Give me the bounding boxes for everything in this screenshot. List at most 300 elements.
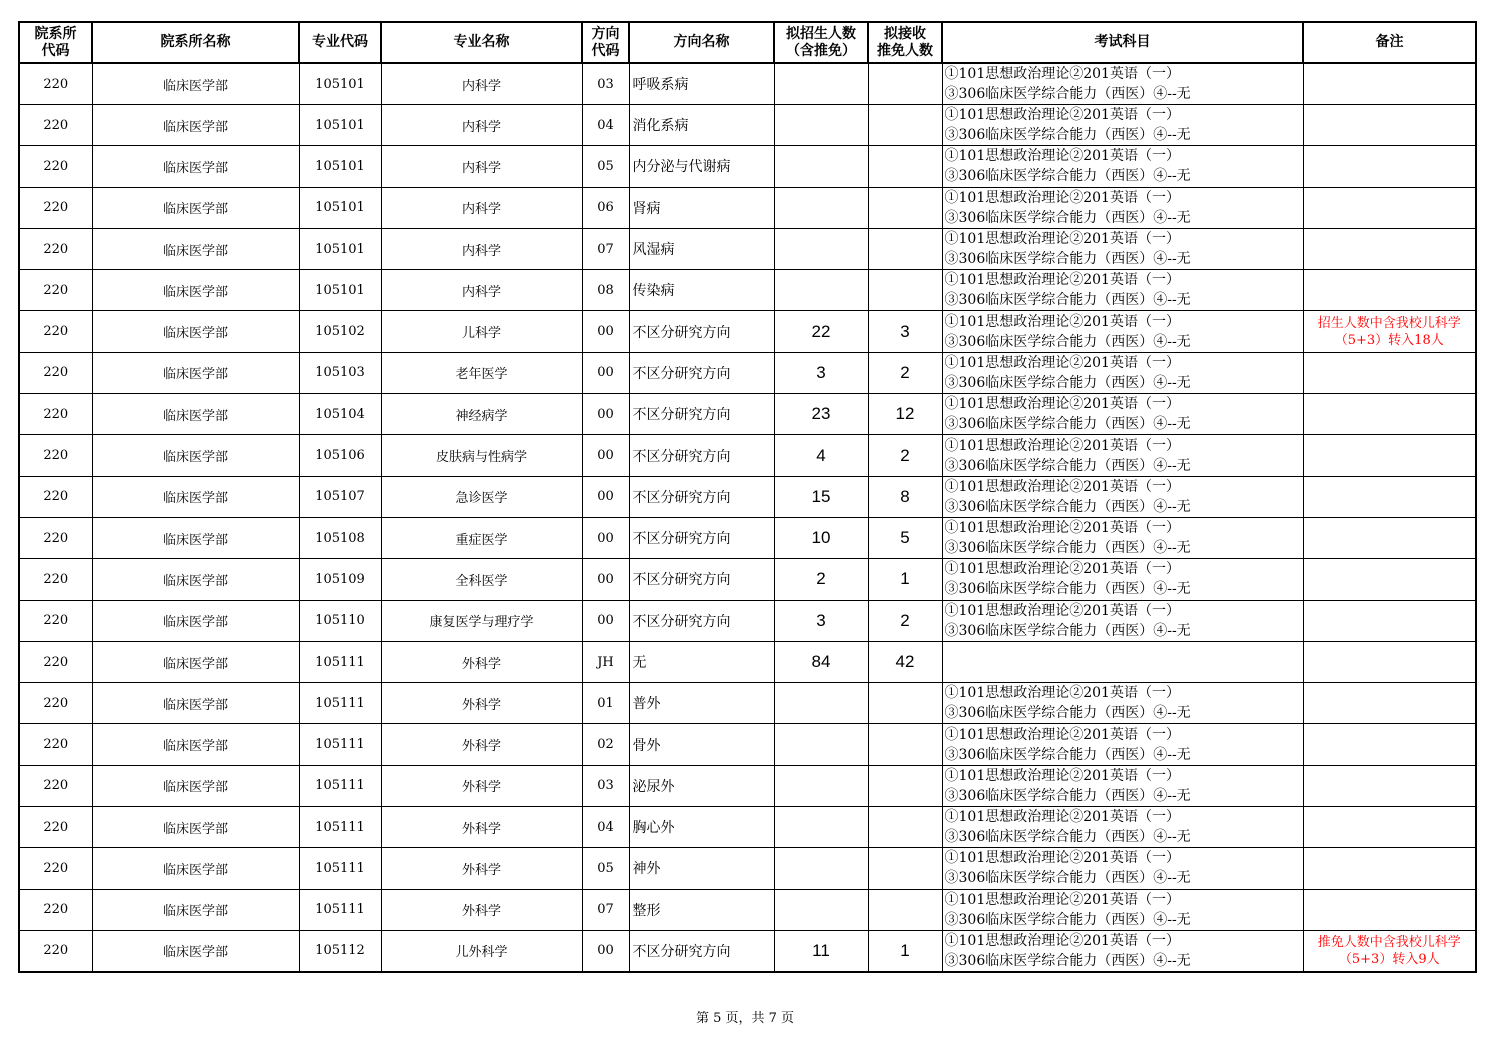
enroll-count-cell: 3 — [774, 352, 868, 393]
exam-subjects-line-2: ③306临床医学综合能力（西医）④--无 — [944, 705, 1191, 722]
table-row — [19, 683, 1476, 724]
major-name-cell: 内科学 — [381, 270, 582, 311]
table-row — [19, 848, 1476, 889]
table-row — [19, 228, 1476, 269]
major-name-cell: 儿科学 — [381, 311, 582, 352]
direction-name-cell: 不区分研究方向 — [629, 394, 774, 435]
dept-code-cell: 220 — [19, 476, 92, 517]
exempt-count-cell — [868, 889, 942, 930]
direction-name-cell: 无 — [629, 641, 774, 682]
exam-subjects-line-2: ③306临床医学综合能力（西医）④--无 — [944, 746, 1191, 763]
direction-code-cell: 00 — [582, 930, 629, 972]
table-row — [19, 476, 1476, 517]
exam-subjects-line-1: ①101思想政治理论②201英语（一） — [944, 561, 1180, 578]
major-name-cell: 外科学 — [381, 848, 582, 889]
remarks-cell — [1303, 600, 1476, 641]
dept-name-cell: 临床医学部 — [92, 228, 299, 269]
remarks-cell — [1303, 517, 1476, 558]
direction-name-cell: 不区分研究方向 — [629, 930, 774, 972]
major-code-cell: 105101 — [299, 270, 381, 311]
exam-subjects-line-2: ③306临床医学综合能力（西医）④--无 — [944, 829, 1191, 846]
enroll-count-cell: 15 — [774, 476, 868, 517]
dept-code-cell: 220 — [19, 270, 92, 311]
exam-subjects-cell — [942, 641, 1303, 682]
exam-subjects-cell — [942, 270, 1303, 311]
exam-subjects-line-2: ③306临床医学综合能力（西医）④--无 — [944, 622, 1191, 639]
direction-name-cell: 内分泌与代谢病 — [629, 146, 774, 187]
exempt-count-cell: 3 — [868, 311, 942, 352]
direction-code-cell: JH — [582, 641, 629, 682]
direction-code-cell: 02 — [582, 724, 629, 765]
exam-subjects-line-1: ①101思想政治理论②201英语（一） — [944, 850, 1180, 867]
exam-subjects-line-1: ①101思想政治理论②201英语（一） — [944, 478, 1180, 495]
remarks-line-1: 推免人数中含我校儿科学 — [1317, 934, 1461, 950]
exam-subjects-line-2: ③306临床医学综合能力（西医）④--无 — [944, 209, 1191, 226]
dept-name-cell: 临床医学部 — [92, 311, 299, 352]
major-name-cell: 外科学 — [381, 889, 582, 930]
remarks-cell — [1303, 930, 1476, 972]
exam-subjects-line-2: ③306临床医学综合能力（西医）④--无 — [944, 416, 1191, 433]
exam-subjects-cell — [942, 146, 1303, 187]
remarks-cell — [1303, 63, 1476, 105]
exam-subjects-cell — [942, 683, 1303, 724]
dept-name-cell: 临床医学部 — [92, 105, 299, 146]
exempt-count-cell: 8 — [868, 476, 942, 517]
header-remarks: 备注 — [1303, 22, 1476, 63]
exempt-count-cell — [868, 807, 942, 848]
major-name-cell: 外科学 — [381, 724, 582, 765]
remarks-cell — [1303, 187, 1476, 228]
exam-subjects-line-1: ①101思想政治理论②201英语（一） — [944, 726, 1180, 743]
major-code-cell: 105101 — [299, 63, 381, 105]
exempt-count-cell: 1 — [868, 559, 942, 600]
direction-name-cell: 胸心外 — [629, 807, 774, 848]
table-row — [19, 63, 1476, 105]
table-row — [19, 724, 1476, 765]
exempt-count-cell — [868, 683, 942, 724]
exam-subjects-cell — [942, 435, 1303, 476]
table-row — [19, 517, 1476, 558]
direction-name-cell: 不区分研究方向 — [629, 600, 774, 641]
dept-name-cell: 临床医学部 — [92, 600, 299, 641]
table-row — [19, 600, 1476, 641]
table-row — [19, 146, 1476, 187]
dept-code-cell: 220 — [19, 63, 92, 105]
enroll-count-cell: 3 — [774, 600, 868, 641]
major-code-cell: 105104 — [299, 394, 381, 435]
exam-subjects-line-1: ①101思想政治理论②201英语（一） — [944, 396, 1180, 413]
major-name-cell: 皮肤病与性病学 — [381, 435, 582, 476]
dept-name-cell: 临床医学部 — [92, 146, 299, 187]
exam-subjects-line-1: ①101思想政治理论②201英语（一） — [944, 107, 1180, 124]
major-code-cell: 105111 — [299, 848, 381, 889]
major-name-cell: 外科学 — [381, 765, 582, 806]
header-major-code: 专业代码 — [299, 22, 381, 63]
enroll-count-cell: 22 — [774, 311, 868, 352]
dept-name-cell: 临床医学部 — [92, 889, 299, 930]
major-code-cell: 105110 — [299, 600, 381, 641]
exam-subjects-line-2: ③306临床医学综合能力（西医）④--无 — [944, 540, 1191, 557]
major-code-cell: 105108 — [299, 517, 381, 558]
direction-name-cell: 泌尿外 — [629, 765, 774, 806]
enroll-count-cell — [774, 105, 868, 146]
exempt-count-cell: 1 — [868, 930, 942, 972]
direction-name-cell: 不区分研究方向 — [629, 559, 774, 600]
table-row — [19, 270, 1476, 311]
direction-name-cell: 肾病 — [629, 187, 774, 228]
exam-subjects-cell — [942, 517, 1303, 558]
exempt-count-cell — [868, 765, 942, 806]
table-row — [19, 765, 1476, 806]
direction-name-cell: 呼吸系病 — [629, 63, 774, 105]
exam-subjects-line-1: ①101思想政治理论②201英语（一） — [944, 602, 1180, 619]
dept-name-cell: 临床医学部 — [92, 394, 299, 435]
direction-name-cell: 神外 — [629, 848, 774, 889]
page-number-footer: 第 5 页，共 7 页 — [695, 1011, 795, 1026]
exam-subjects-cell — [942, 311, 1303, 352]
exam-subjects-cell — [942, 394, 1303, 435]
major-name-cell: 内科学 — [381, 146, 582, 187]
direction-code-cell: 00 — [582, 559, 629, 600]
major-name-cell: 全科医学 — [381, 559, 582, 600]
direction-name-cell: 不区分研究方向 — [629, 311, 774, 352]
table-body — [19, 63, 1476, 972]
dept-name-cell: 临床医学部 — [92, 683, 299, 724]
remarks-cell — [1303, 146, 1476, 187]
remarks-cell — [1303, 889, 1476, 930]
exam-subjects-cell — [942, 807, 1303, 848]
remarks-cell — [1303, 435, 1476, 476]
dept-name-cell: 临床医学部 — [92, 63, 299, 105]
enroll-count-cell — [774, 807, 868, 848]
dept-code-cell: 220 — [19, 600, 92, 641]
exam-subjects-line-1: ①101思想政治理论②201英语（一） — [944, 354, 1180, 371]
exempt-count-cell — [868, 724, 942, 765]
direction-code-cell: 08 — [582, 270, 629, 311]
exam-subjects-line-2: ③306临床医学综合能力（西医）④--无 — [944, 498, 1191, 515]
major-code-cell: 105101 — [299, 187, 381, 228]
enroll-count-cell — [774, 848, 868, 889]
exam-subjects-cell — [942, 559, 1303, 600]
exam-subjects-cell — [942, 600, 1303, 641]
direction-code-cell: 07 — [582, 889, 629, 930]
exam-subjects-line-1: ①101思想政治理论②201英语（一） — [944, 148, 1180, 165]
exempt-count-cell: 5 — [868, 517, 942, 558]
major-code-cell: 105101 — [299, 105, 381, 146]
exempt-count-cell — [868, 63, 942, 105]
major-code-cell: 105111 — [299, 683, 381, 724]
exam-subjects-line-2: ③306临床医学综合能力（西医）④--无 — [944, 292, 1191, 309]
enroll-count-cell: 11 — [774, 930, 868, 972]
table-row — [19, 394, 1476, 435]
direction-code-cell: 06 — [582, 187, 629, 228]
direction-code-cell: 03 — [582, 63, 629, 105]
exempt-count-cell — [868, 146, 942, 187]
enroll-count-cell — [774, 683, 868, 724]
major-code-cell: 105111 — [299, 889, 381, 930]
dept-code-cell: 220 — [19, 930, 92, 972]
exam-subjects-line-1: ①101思想政治理论②201英语（一） — [944, 809, 1180, 826]
exam-subjects-line-2: ③306临床医学综合能力（西医）④--无 — [944, 333, 1191, 350]
direction-name-cell: 风湿病 — [629, 228, 774, 269]
dept-code-cell: 220 — [19, 765, 92, 806]
major-name-cell: 外科学 — [381, 807, 582, 848]
direction-code-cell: 05 — [582, 848, 629, 889]
exam-subjects-line-2: ③306临床医学综合能力（西医）④--无 — [944, 251, 1191, 268]
major-name-cell: 外科学 — [381, 641, 582, 682]
exam-subjects-line-2: ③306临床医学综合能力（西医）④--无 — [944, 911, 1191, 928]
major-code-cell: 105101 — [299, 228, 381, 269]
dept-code-cell: 220 — [19, 352, 92, 393]
dept-name-cell: 临床医学部 — [92, 187, 299, 228]
remarks-cell — [1303, 394, 1476, 435]
remarks-cell — [1303, 476, 1476, 517]
remarks-line-1: 招生人数中含我校儿科学 — [1317, 315, 1461, 331]
dept-name-cell: 临床医学部 — [92, 807, 299, 848]
direction-code-cell: 04 — [582, 807, 629, 848]
major-name-cell: 重症医学 — [381, 517, 582, 558]
direction-name-cell: 消化系病 — [629, 105, 774, 146]
enrollment-plan-table — [18, 21, 1477, 973]
exempt-count-cell: 42 — [868, 641, 942, 682]
dept-code-cell: 220 — [19, 641, 92, 682]
table-row — [19, 559, 1476, 600]
direction-code-cell: 00 — [582, 435, 629, 476]
enroll-count-cell — [774, 146, 868, 187]
exempt-count-cell — [868, 228, 942, 269]
direction-code-cell: 04 — [582, 105, 629, 146]
exam-subjects-line-1: ①101思想政治理论②201英语（一） — [944, 520, 1180, 537]
exam-subjects-line-1: ①101思想政治理论②201英语（一） — [944, 685, 1180, 702]
header-dir-code: 方向 代码 — [582, 22, 629, 63]
exam-subjects-cell — [942, 724, 1303, 765]
dept-code-cell: 220 — [19, 228, 92, 269]
exam-subjects-line-1: ①101思想政治理论②201英语（一） — [944, 891, 1180, 908]
header-dept-code: 院系所 代码 — [19, 22, 92, 63]
header-enroll-count: 拟招生人数 （含推免） — [774, 22, 868, 63]
remarks-cell — [1303, 311, 1476, 352]
major-name-cell: 急诊医学 — [381, 476, 582, 517]
enroll-count-cell — [774, 187, 868, 228]
enroll-count-cell — [774, 228, 868, 269]
exam-subjects-line-1: ①101思想政治理论②201英语（一） — [944, 189, 1180, 206]
exam-subjects-line-1: ①101思想政治理论②201英语（一） — [944, 437, 1180, 454]
remarks-cell — [1303, 848, 1476, 889]
exempt-count-cell — [868, 848, 942, 889]
table-row — [19, 889, 1476, 930]
dept-code-cell: 220 — [19, 683, 92, 724]
table-row — [19, 187, 1476, 228]
major-code-cell: 105101 — [299, 146, 381, 187]
exempt-count-cell: 2 — [868, 352, 942, 393]
exam-subjects-line-2: ③306临床医学综合能力（西医）④--无 — [944, 787, 1191, 804]
enroll-count-cell: 23 — [774, 394, 868, 435]
enroll-count-cell — [774, 889, 868, 930]
enroll-count-cell — [774, 724, 868, 765]
major-code-cell: 105111 — [299, 641, 381, 682]
enroll-count-cell: 10 — [774, 517, 868, 558]
header-major-name: 专业名称 — [381, 22, 582, 63]
exam-subjects-line-1: ①101思想政治理论②201英语（一） — [944, 313, 1180, 330]
exempt-count-cell: 12 — [868, 394, 942, 435]
table-row — [19, 105, 1476, 146]
remarks-line-2: （5+3）转入9人 — [1338, 951, 1440, 967]
exam-subjects-cell — [942, 848, 1303, 889]
direction-code-cell: 00 — [582, 352, 629, 393]
major-code-cell: 105106 — [299, 435, 381, 476]
exam-subjects-line-2: ③306临床医学综合能力（西医）④--无 — [944, 952, 1191, 969]
major-name-cell: 神经病学 — [381, 394, 582, 435]
header-dir-name: 方向名称 — [629, 22, 774, 63]
exam-subjects-line-2: ③306临床医学综合能力（西医）④--无 — [944, 127, 1191, 144]
table-header — [19, 22, 1476, 63]
major-code-cell: 105111 — [299, 765, 381, 806]
exam-subjects-line-2: ③306临床医学综合能力（西医）④--无 — [944, 457, 1191, 474]
table-row — [19, 807, 1476, 848]
enroll-count-cell: 2 — [774, 559, 868, 600]
direction-code-cell: 00 — [582, 311, 629, 352]
dept-code-cell: 220 — [19, 807, 92, 848]
dept-code-cell: 220 — [19, 724, 92, 765]
dept-name-cell: 临床医学部 — [92, 270, 299, 311]
remarks-cell — [1303, 683, 1476, 724]
remarks-cell — [1303, 724, 1476, 765]
major-name-cell: 内科学 — [381, 187, 582, 228]
major-name-cell: 内科学 — [381, 105, 582, 146]
dept-name-cell: 临床医学部 — [92, 559, 299, 600]
exam-subjects-cell — [942, 889, 1303, 930]
dept-code-cell: 220 — [19, 146, 92, 187]
direction-name-cell: 普外 — [629, 683, 774, 724]
direction-code-cell: 03 — [582, 765, 629, 806]
exam-subjects-line-1: ①101思想政治理论②201英语（一） — [944, 272, 1180, 289]
dept-code-cell: 220 — [19, 517, 92, 558]
direction-code-cell: 00 — [582, 600, 629, 641]
enroll-count-cell — [774, 765, 868, 806]
exempt-count-cell: 2 — [868, 600, 942, 641]
dept-code-cell: 220 — [19, 311, 92, 352]
remarks-line-2: （5+3）转入18人 — [1334, 332, 1444, 348]
exempt-count-cell — [868, 105, 942, 146]
dept-code-cell: 220 — [19, 105, 92, 146]
exam-subjects-line-2: ③306临床医学综合能力（西医）④--无 — [944, 168, 1191, 185]
exam-subjects-cell — [942, 63, 1303, 105]
direction-code-cell: 01 — [582, 683, 629, 724]
header-exam-subjects: 考试科目 — [942, 22, 1303, 63]
enroll-count-cell: 84 — [774, 641, 868, 682]
dept-code-cell: 220 — [19, 435, 92, 476]
major-name-cell: 康复医学与理疗学 — [381, 600, 582, 641]
direction-code-cell: 00 — [582, 394, 629, 435]
exam-subjects-line-2: ③306临床医学综合能力（西医）④--无 — [944, 374, 1191, 391]
table-row — [19, 641, 1476, 682]
exam-subjects-cell — [942, 187, 1303, 228]
exam-subjects-cell — [942, 228, 1303, 269]
remarks-cell — [1303, 641, 1476, 682]
exam-subjects-cell — [942, 476, 1303, 517]
dept-name-cell: 临床医学部 — [92, 848, 299, 889]
enroll-count-cell: 4 — [774, 435, 868, 476]
remarks-cell — [1303, 765, 1476, 806]
exam-subjects-line-1: ①101思想政治理论②201英语（一） — [944, 767, 1180, 784]
direction-code-cell: 07 — [582, 228, 629, 269]
major-code-cell: 105109 — [299, 559, 381, 600]
major-code-cell: 105103 — [299, 352, 381, 393]
enroll-count-cell — [774, 270, 868, 311]
direction-name-cell: 不区分研究方向 — [629, 476, 774, 517]
exam-subjects-cell — [942, 765, 1303, 806]
exam-subjects-cell — [942, 930, 1303, 972]
table-row — [19, 435, 1476, 476]
direction-code-cell: 05 — [582, 146, 629, 187]
table-row — [19, 930, 1476, 972]
major-code-cell: 105102 — [299, 311, 381, 352]
remarks-cell — [1303, 352, 1476, 393]
major-name-cell: 老年医学 — [381, 352, 582, 393]
header-row — [19, 22, 1476, 63]
enroll-count-cell — [774, 63, 868, 105]
direction-code-cell: 00 — [582, 517, 629, 558]
major-name-cell: 外科学 — [381, 683, 582, 724]
header-dept-name: 院系所名称 — [92, 22, 299, 63]
exam-subjects-cell — [942, 105, 1303, 146]
major-code-cell: 105112 — [299, 930, 381, 972]
remarks-cell — [1303, 559, 1476, 600]
dept-code-cell: 220 — [19, 394, 92, 435]
direction-name-cell: 不区分研究方向 — [629, 352, 774, 393]
remarks-cell — [1303, 105, 1476, 146]
dept-name-cell: 临床医学部 — [92, 476, 299, 517]
dept-name-cell: 临床医学部 — [92, 641, 299, 682]
direction-name-cell: 骨外 — [629, 724, 774, 765]
dept-code-cell: 220 — [19, 187, 92, 228]
remarks-cell — [1303, 270, 1476, 311]
dept-code-cell: 220 — [19, 559, 92, 600]
dept-name-cell: 临床医学部 — [92, 352, 299, 393]
dept-name-cell: 临床医学部 — [92, 930, 299, 972]
exam-subjects-line-1: ①101思想政治理论②201英语（一） — [944, 231, 1180, 248]
remarks-cell — [1303, 807, 1476, 848]
major-code-cell: 105111 — [299, 807, 381, 848]
dept-name-cell: 临床医学部 — [92, 724, 299, 765]
dept-code-cell: 220 — [19, 848, 92, 889]
exam-subjects-line-2: ③306临床医学综合能力（西医）④--无 — [944, 86, 1191, 102]
dept-code-cell: 220 — [19, 889, 92, 930]
exam-subjects-cell — [942, 352, 1303, 393]
exam-subjects-line-1: ①101思想政治理论②201英语（一） — [944, 66, 1180, 82]
exam-subjects-line-2: ③306临床医学综合能力（西医）④--无 — [944, 581, 1191, 598]
dept-name-cell: 临床医学部 — [92, 517, 299, 558]
exempt-count-cell: 2 — [868, 435, 942, 476]
exempt-count-cell — [868, 270, 942, 311]
exam-subjects-line-1: ①101思想政治理论②201英语（一） — [944, 932, 1180, 949]
major-name-cell: 内科学 — [381, 228, 582, 269]
major-name-cell: 儿外科学 — [381, 930, 582, 972]
major-name-cell: 内科学 — [381, 63, 582, 105]
direction-name-cell: 不区分研究方向 — [629, 517, 774, 558]
table-row — [19, 352, 1476, 393]
header-exempt-count: 拟接收 推免人数 — [868, 22, 942, 63]
direction-name-cell: 传染病 — [629, 270, 774, 311]
dept-name-cell: 临床医学部 — [92, 765, 299, 806]
table-row — [19, 311, 1476, 352]
direction-code-cell: 00 — [582, 476, 629, 517]
remarks-cell — [1303, 228, 1476, 269]
dept-name-cell: 临床医学部 — [92, 435, 299, 476]
direction-name-cell: 整形 — [629, 889, 774, 930]
major-code-cell: 105111 — [299, 724, 381, 765]
major-code-cell: 105107 — [299, 476, 381, 517]
